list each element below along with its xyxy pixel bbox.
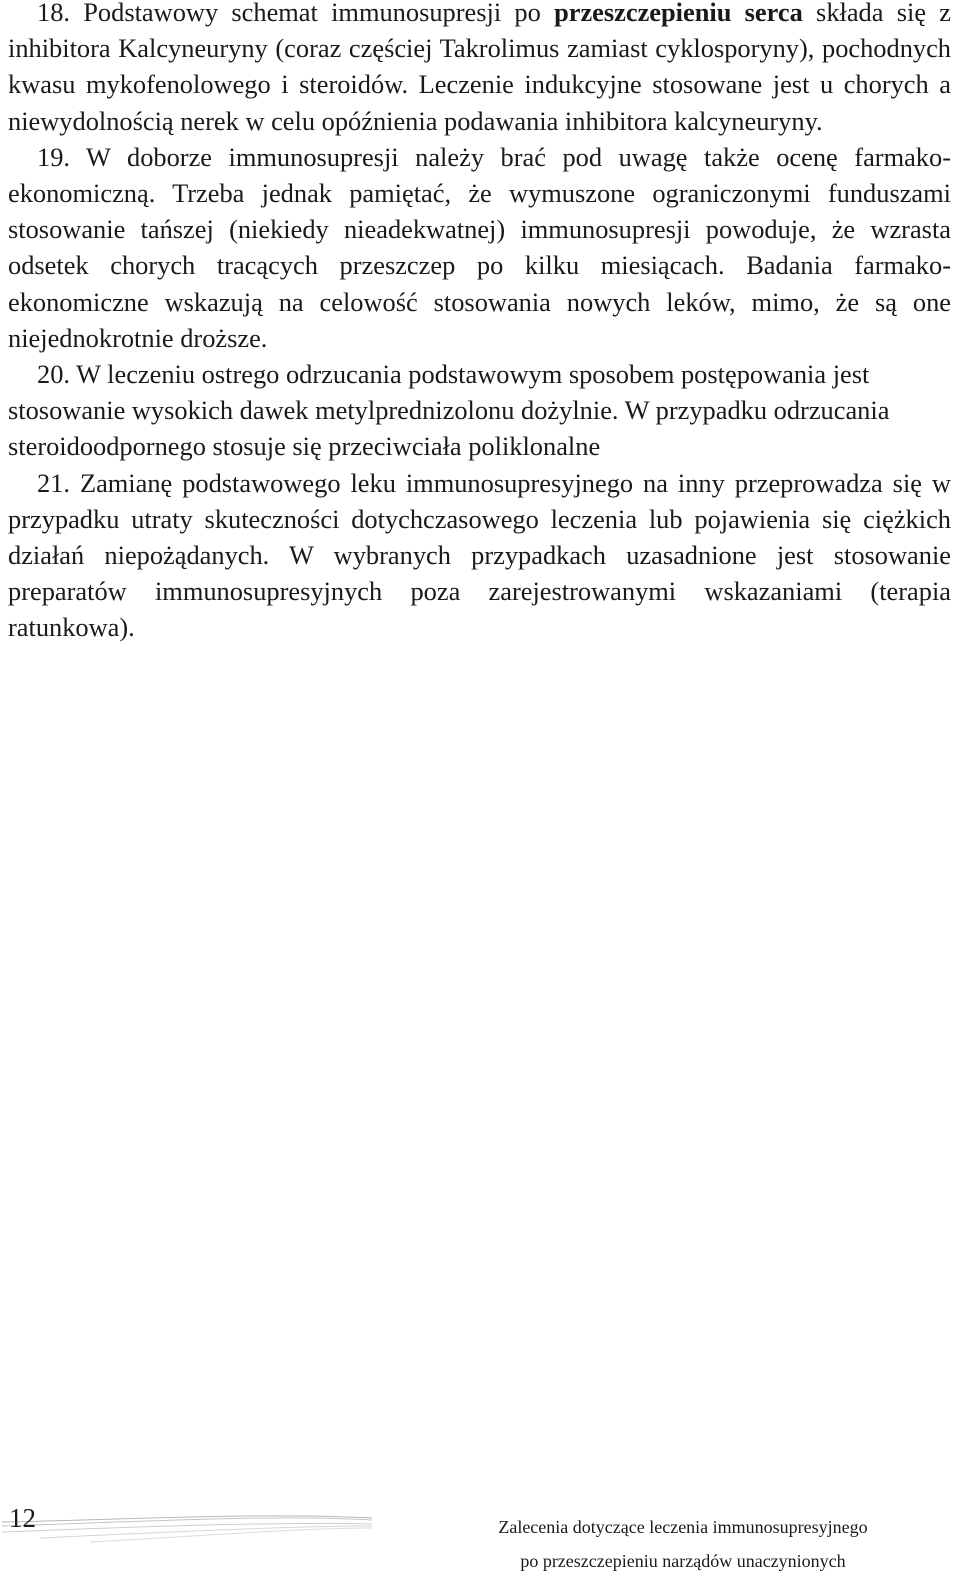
paragraph-number: 19.: [37, 141, 70, 172]
paragraph-text: Podstawowy schemat immunosupresji po: [70, 0, 555, 27]
paragraph-number: 20.: [37, 359, 70, 390]
footer-title-line-2: po przeszczepieniu narządów unaczynionych: [520, 1551, 846, 1571]
document-body: [8, 0, 951, 646]
running-footer-title: [463, 1510, 903, 1578]
paragraph-text: W doborze immunosupresji należy brać pod uwagę także ocenę farmakoekonomiczną. Trzeba jednak pamiętać, że wymuszone ograniczonymi funduszami stosowanie tańszej (niekiedy nieadekwatnej) immunosupresji powoduje, że wzrasta odsetek chorych tracących przeszczep po kilku miesiącach. Badania farmakoekonomiczne wskazują na celowość stosowania nowych leków, mimo, że są one niejednokrotnie droższe.: [8, 141, 951, 353]
page-footer: [0, 1492, 960, 1582]
paragraph-18: [8, 0, 951, 139]
paragraph-21: [8, 465, 951, 646]
paragraph-text: składa się z inhibitora Kalcyneuryny (coraz częściej Takrolimus zamiast cyklosporyny), pochodnych kwasu mykofenolowego i steroidów. Leczenie indukcyjne stosowane jest u chorych a niewydolnością nerek w celu opóźnienia podawania inhibitora kalcyneuryny.: [8, 0, 951, 136]
paragraph-text: W leczeniu ostrego odrzucania podstawowym sposobem postępowania jest stosowanie wysokich dawek metylprednizolonu dożylnie. W przypadku odrzucania steroidoodpornego stosuje się przeciwciała poliklonalne: [8, 359, 890, 462]
paragraph-number: 21.: [37, 467, 70, 498]
footer-title-line-1: Zalecenia dotyczące leczenia immunosupresyjnego: [498, 1517, 868, 1537]
page-number: 12: [9, 1503, 36, 1533]
paragraph-text: Zamianę podstawowego leku immunosupresyjnego na inny przeprowadza się w przypadku utraty skuteczności dotychczasowego leczenia lub pojawienia się ciężkich działań niepożądanych. W wybranych przypadkach uzasadnione jest stosowanie preparatów immunosupresyjnych poza zarejestrowanymi wskazaniami (terapia ratunkowa).: [8, 467, 951, 643]
paragraph-20: [8, 356, 951, 465]
paragraph-number: 18.: [37, 0, 70, 27]
paragraph-19: [8, 139, 951, 356]
emphasized-term: przeszczepieniu serca: [554, 0, 803, 27]
